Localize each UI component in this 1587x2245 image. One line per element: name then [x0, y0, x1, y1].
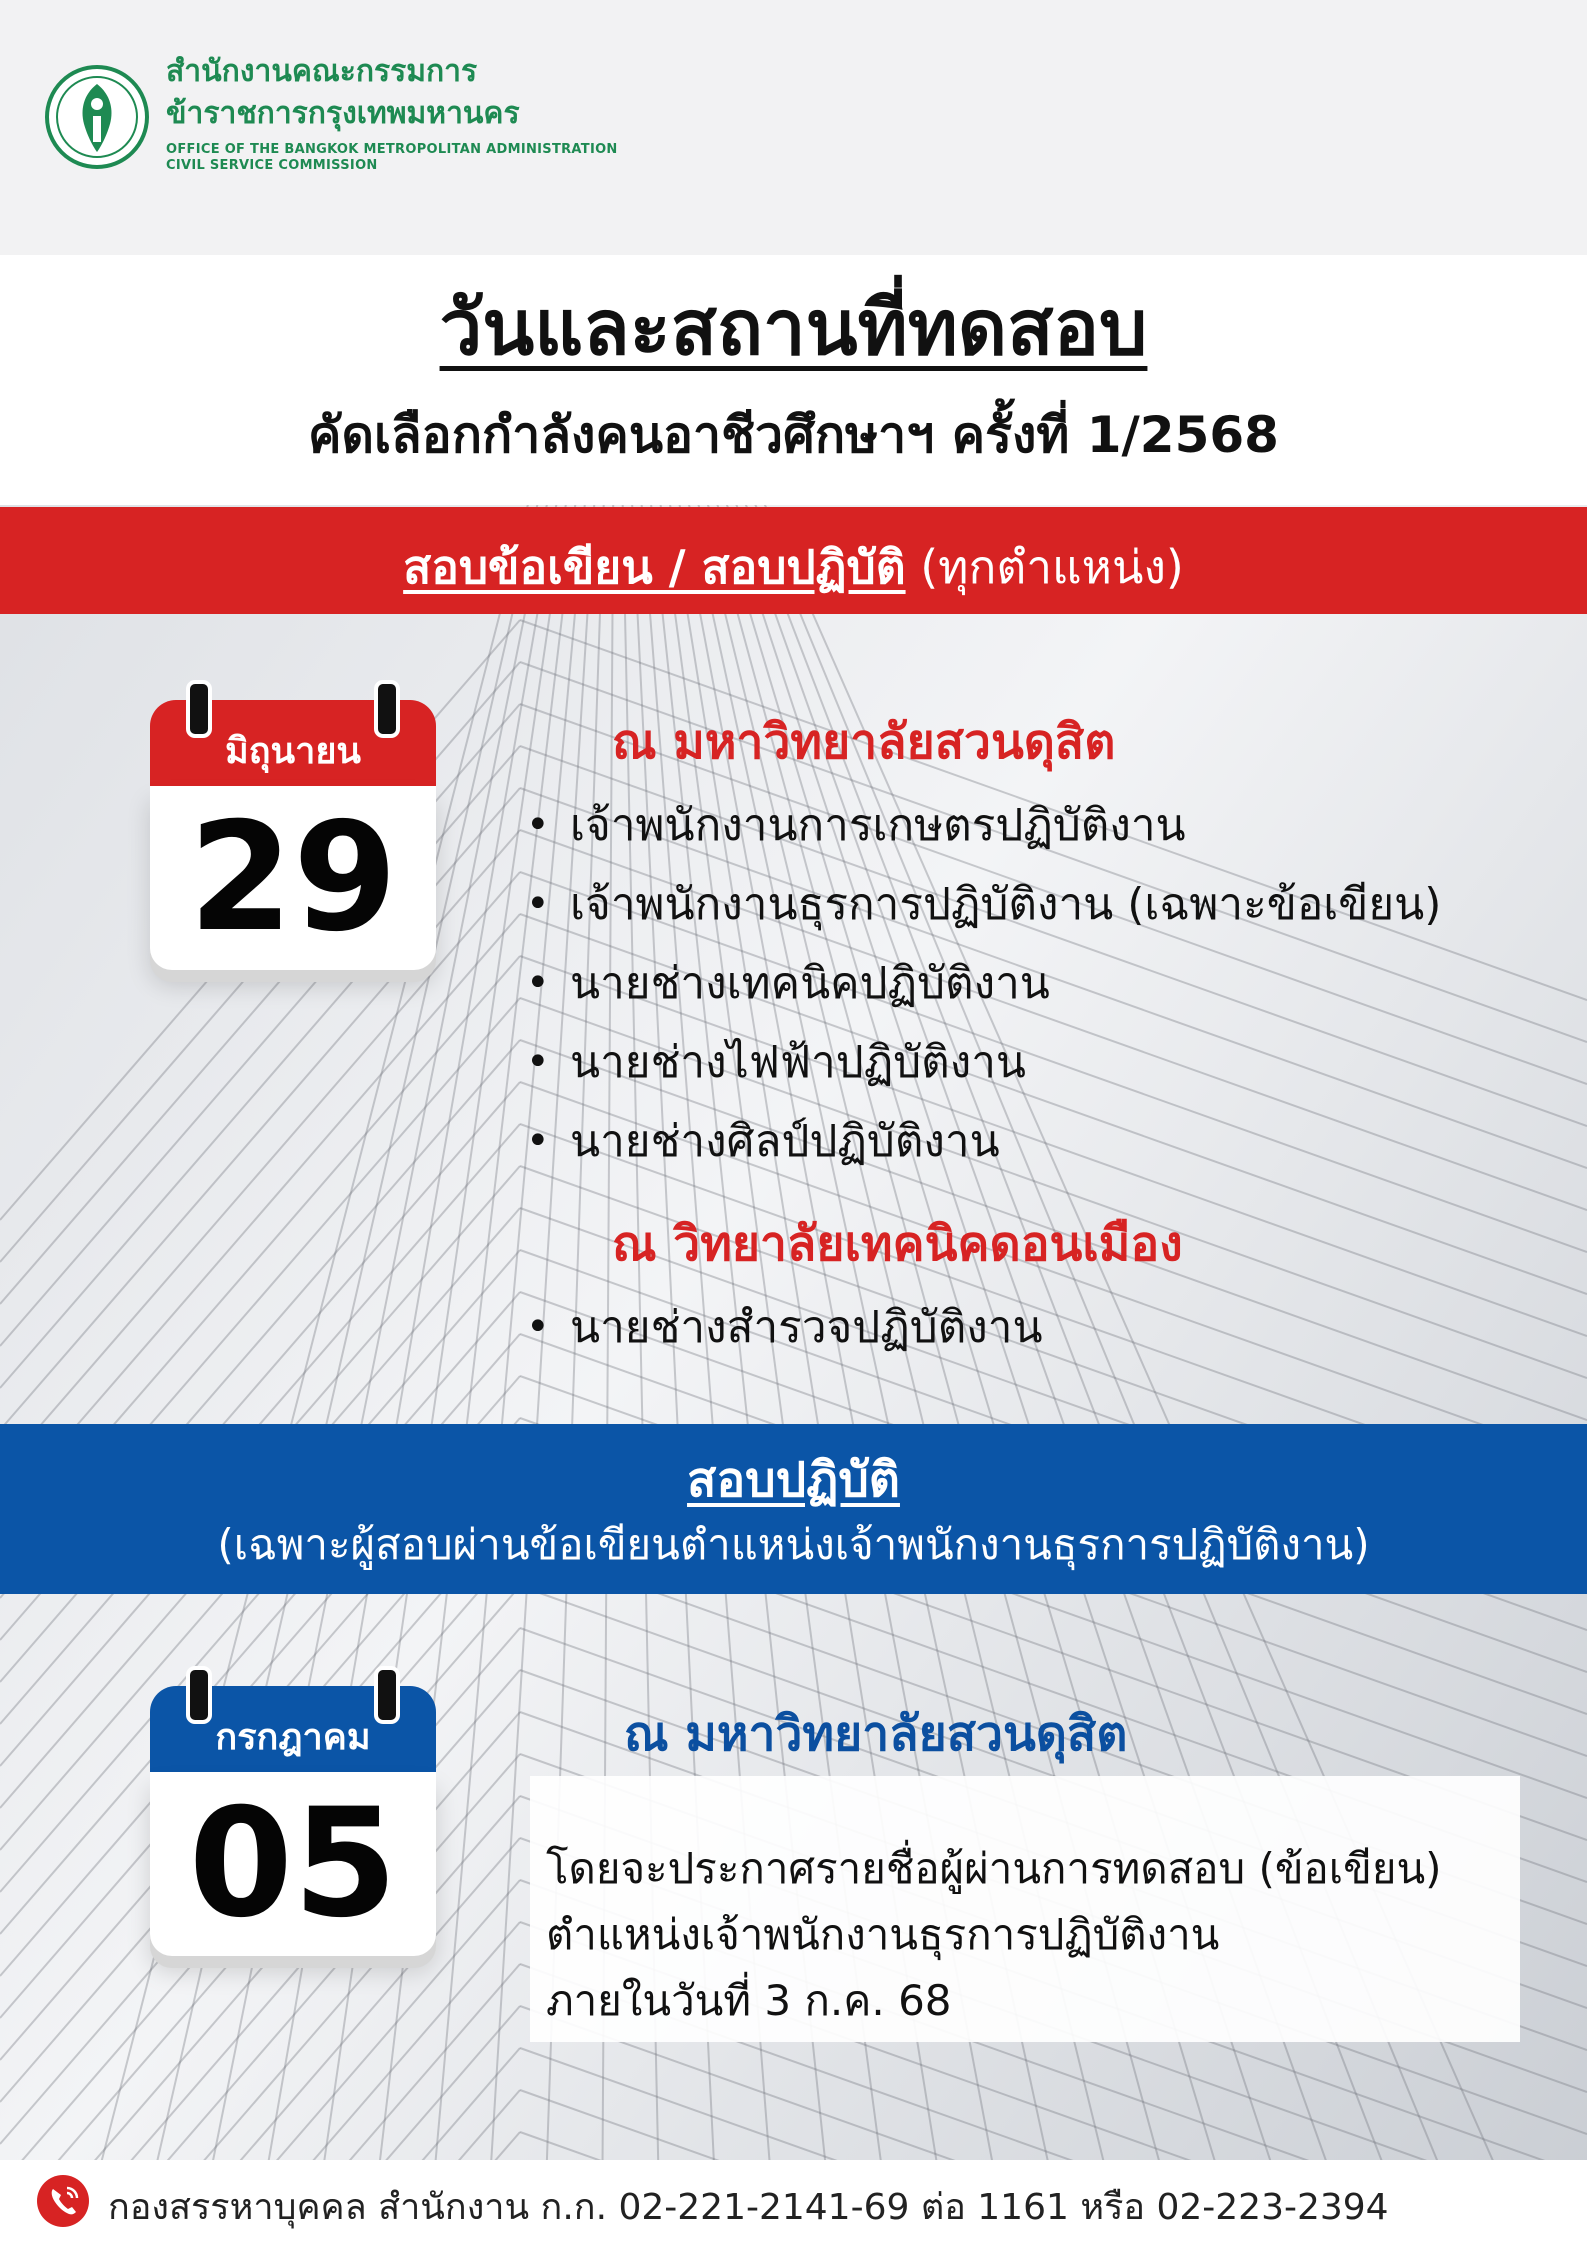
- note-line: โดยจะประกาศรายชื่อผู้ผ่านการทดสอบ (ข้อเขียน): [546, 1844, 1442, 1893]
- page-title-text: วันและสถานที่ทดสอบ: [439, 283, 1148, 372]
- list-item: [524, 865, 1441, 944]
- bullet-icon: •: [526, 1304, 550, 1350]
- org-name-th-line1: สำนักงานคณะกรรมการ: [166, 54, 478, 89]
- calendar-month: มิถุนายน: [224, 731, 362, 772]
- calendar-day: 05: [188, 1777, 398, 1951]
- position-name: เจ้าพนักงานการเกษตรปฏิบัติงาน: [570, 800, 1186, 851]
- position-name: เจ้าพนักงานธุรการปฏิบัติงาน (เฉพาะข้อเขียน): [570, 879, 1442, 930]
- list-item: [524, 786, 1441, 865]
- bullet-icon: •: [526, 881, 550, 927]
- announcement-note: [530, 1776, 1520, 2042]
- note-line: ภายในวันที่ 3 ก.ค. 68: [546, 1976, 952, 2025]
- practical-exam-note: (เฉพาะผู้สอบผ่านข้อเขียนตำแหน่งเจ้าพนักงานธุรการปฏิบัติงาน): [217, 1520, 1370, 1569]
- calendar-june-29: [150, 680, 436, 970]
- practical-exam-title: สอบปฏิบัติ: [687, 1452, 900, 1508]
- org-name-en-line2: CIVIL SERVICE COMMISSION: [166, 158, 378, 173]
- position-name: นายช่างเทคนิคปฏิบัติงาน: [570, 958, 1050, 1009]
- list-item: [524, 1102, 1441, 1181]
- position-name: นายช่างสำรวจปฏิบัติงาน: [570, 1302, 1043, 1353]
- bullet-icon: •: [526, 1039, 550, 1085]
- venue2-position-list: [524, 1288, 1043, 1367]
- position-name: นายช่างศิลป์ปฏิบัติงาน: [570, 1116, 1000, 1167]
- bullet-icon: •: [526, 1118, 550, 1164]
- bangkok-seal-icon: [44, 64, 150, 170]
- contact-text[interactable]: กองสรรหาบุคคล สำนักงาน ก.ก. 02-221-2141-69 ต่อ 1161 หรือ 02-223-2394: [108, 2187, 1389, 2228]
- list-item: [524, 944, 1441, 1023]
- venue-suan-dusit: ณ มหาวิทยาลัยสวนดุสิต: [612, 714, 1116, 770]
- org-name-th-line2: ข้าราชการกรุงเทพมหานคร: [166, 96, 520, 131]
- venue-suan-dusit-practical: ณ มหาวิทยาลัยสวนดุสิต: [624, 1706, 1128, 1762]
- list-item: [524, 1288, 1043, 1367]
- org-name-en-line1: OFFICE OF THE BANGKOK METROPOLITAN ADMINISTRATION: [166, 142, 618, 157]
- calendar-day: 29: [188, 791, 398, 965]
- calendar-month: กรกฎาคม: [215, 1717, 371, 1758]
- venue-donmuang-technical-college: ณ วิทยาลัยเทคนิคดอนเมือง: [612, 1216, 1183, 1272]
- written-practical-exam-band: [0, 507, 1587, 614]
- note-line: ตำแหน่งเจ้าพนักงานธุรการปฏิบัติงาน: [546, 1910, 1220, 1959]
- footer: [0, 2160, 1587, 2245]
- bullet-icon: •: [526, 960, 550, 1006]
- practical-exam-band: [0, 1424, 1587, 1594]
- page-title: [0, 268, 1587, 388]
- bullet-icon: •: [526, 802, 550, 848]
- phone-icon: [36, 2174, 90, 2228]
- venue1-position-list: [524, 786, 1441, 1181]
- page-subtitle: คัดเลือกกำลังคนอาชีวศึกษาฯ ครั้งที่ 1/2568: [308, 406, 1279, 464]
- list-item: [524, 1023, 1441, 1102]
- calendar-july-05: [150, 1666, 436, 1956]
- written-practical-exam-label: สอบข้อเขียน / สอบปฏิบัติ: [403, 540, 906, 594]
- all-positions-note: (ทุกตำแหน่ง): [920, 540, 1184, 594]
- position-name: นายช่างไฟฟ้าปฏิบัติงาน: [570, 1037, 1027, 1088]
